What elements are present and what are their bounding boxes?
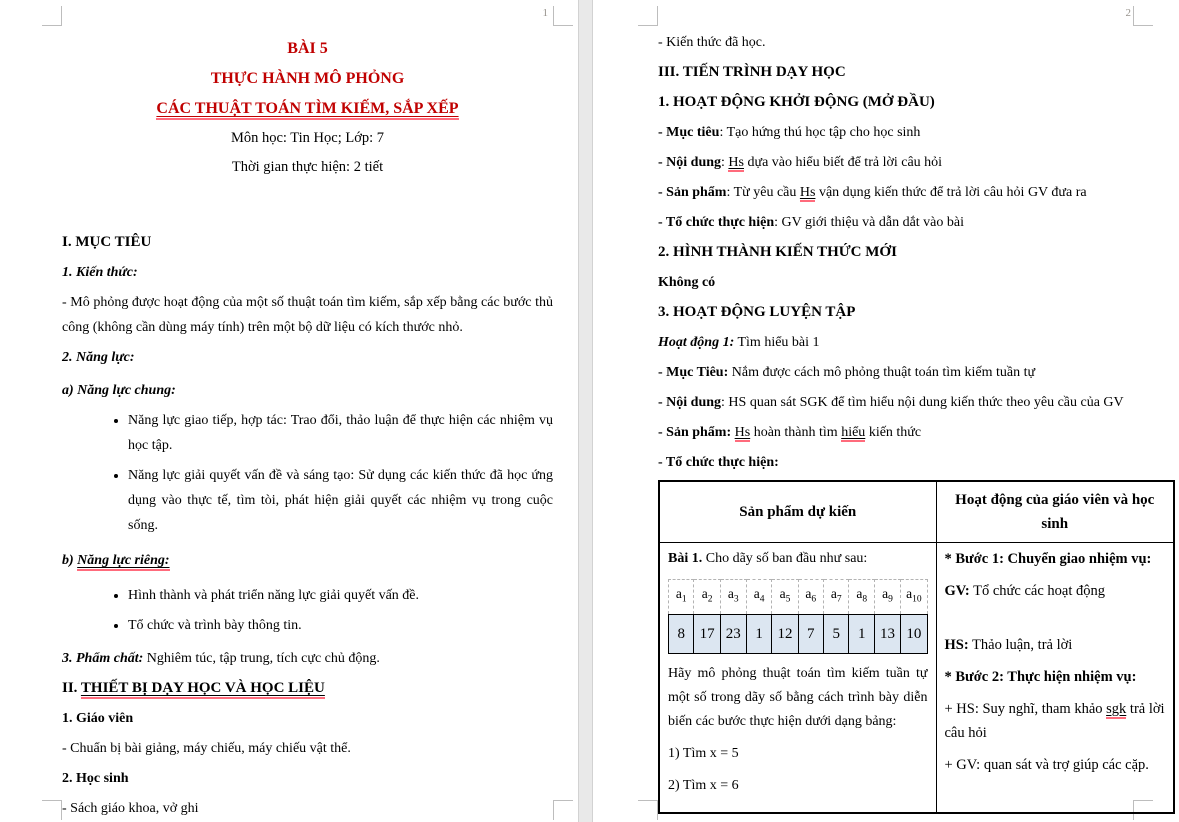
nang-luc-rieng-list bbox=[62, 583, 553, 638]
sequence-index-cell: $a_2$ bbox=[694, 580, 720, 615]
hs-2-line bbox=[945, 697, 1166, 745]
doc-title-line-1: BÀI 5 bbox=[287, 40, 328, 57]
san-pham-2-mid: hoàn thành tìm bbox=[750, 425, 842, 440]
san-pham-label: - Sản phẩm bbox=[658, 185, 727, 200]
number-sequence-table bbox=[668, 579, 928, 654]
sequence-index-cell: $a_1$ bbox=[669, 580, 694, 615]
page-2 bbox=[593, 0, 1179, 822]
giao-vien-heading: 1. Giáo viên bbox=[62, 711, 134, 726]
to-chuc-2-label: - Tổ chức thực hiện: bbox=[658, 455, 779, 470]
sequence-index-cell: $a_4$ bbox=[746, 580, 771, 615]
muc-tieu-label: - Mục tiêu bbox=[658, 125, 720, 140]
spellcheck-word: hiểu bbox=[841, 425, 866, 440]
buoc-2-heading: * Bước 2: Thực hiện nhiệm vụ: bbox=[944, 669, 1137, 685]
sequence-index-cell: $a_8$ bbox=[849, 580, 874, 615]
hoat-dong-1-text: Tìm hiểu bài 1 bbox=[734, 335, 820, 350]
duration-line: Thời gian thực hiện: 2 tiết bbox=[231, 159, 384, 175]
table-header-row bbox=[659, 481, 1174, 543]
sequence-value-cell: 23 bbox=[720, 615, 746, 654]
sequence-value-cell: 8 bbox=[669, 615, 694, 654]
hs-1-text: Thảo luận, trả lời bbox=[968, 637, 1073, 653]
sequence-value-cell: 17 bbox=[694, 615, 720, 654]
doc-title-line-2: THỰC HÀNH MÔ PHỎNG bbox=[210, 70, 405, 87]
page-1 bbox=[0, 0, 578, 822]
page-number-2: 2 bbox=[1125, 7, 1131, 19]
margin-corner-mark bbox=[42, 800, 62, 820]
nang-luc-chung-list bbox=[62, 408, 553, 538]
margin-corner-mark bbox=[638, 800, 658, 820]
question-2: 2) Tìm x = 6 bbox=[668, 778, 739, 793]
muc-tieu-text: : Tạo hứng thú học tập cho học sinh bbox=[719, 125, 921, 140]
section-ii-text: THIẾT BỊ DẠY HỌC VÀ HỌC LIỆU bbox=[81, 680, 325, 699]
spellcheck-word: Hs bbox=[799, 185, 816, 200]
table-body-row bbox=[659, 543, 1174, 814]
spellcheck-word: Hs bbox=[728, 155, 744, 170]
to-chuc-label: - Tổ chức thực hiện bbox=[658, 215, 775, 230]
kien-thuc-heading: 1. Kiến thức: bbox=[62, 265, 138, 280]
to-chuc-line bbox=[658, 210, 1170, 235]
list-item-text: Năng lực giải quyết vấn đề và sáng tạo: Sử dụng các kiến thức đã học ứng dụng vào thực tế, tìm tòi, phát hiện giải quyết các nhiệm vụ trong cuộc sống. bbox=[128, 468, 553, 533]
san-pham-line bbox=[658, 180, 1170, 205]
to-chuc-text: : GV giới thiệu và dẫn dắt vào bài bbox=[774, 215, 964, 230]
hs-2-pre: + HS: Suy nghĩ, tham khảo bbox=[944, 701, 1107, 717]
bai-1-line bbox=[668, 547, 928, 571]
page-1-content bbox=[62, 34, 553, 822]
muc-tieu-2-line bbox=[658, 360, 1170, 385]
muc-tieu-2-text: Nắm được cách mô phỏng thuật toán tìm kiếm tuần tự bbox=[728, 365, 1036, 380]
sequence-index-cell: $a_{10}$ bbox=[901, 580, 927, 615]
to-chuc-2-line bbox=[658, 450, 1170, 475]
san-pham-text: vận dụng kiến thức để trả lời câu hỏi GV đưa ra bbox=[815, 185, 1087, 200]
list-item-text: Hình thành và phát triển năng lực giải quyết vấn đề. bbox=[128, 588, 420, 603]
sequence-index-cell: $a_6$ bbox=[798, 580, 823, 615]
page-gap bbox=[578, 0, 593, 822]
nang-luc-rieng-prefix: b) bbox=[62, 553, 78, 568]
question-1: 1) Tìm x = 5 bbox=[668, 746, 739, 761]
sequence-index-row bbox=[669, 580, 928, 615]
hs-2-text: trả lời câu hỏi bbox=[944, 701, 1165, 741]
sequence-index-cell: $a_5$ bbox=[772, 580, 798, 615]
kien-thuc-da-hoc-paragraph: - Kiến thức đã học. bbox=[658, 35, 766, 50]
nang-luc-chung-heading: a) Năng lực chung: bbox=[62, 383, 176, 398]
hinh-thanh-heading: 2. HÌNH THÀNH KIẾN THỨC MỚI bbox=[658, 244, 897, 260]
khoi-dong-heading: 1. HOẠT ĐỘNG KHỞI ĐỘNG (MỞ ĐẦU) bbox=[658, 94, 935, 110]
list-item-text: Năng lực giao tiếp, hợp tác: Trao đổi, thảo luận để thực hiện các nhiệm vụ học tập. bbox=[128, 413, 553, 453]
hoc-sinh-paragraph: - Sách giáo khoa, vở ghi bbox=[62, 801, 199, 816]
sequence-value-cell: 7 bbox=[798, 615, 823, 654]
noi-dung-label: - Nội dung bbox=[658, 155, 722, 170]
giao-vien-paragraph: - Chuẩn bị bài giảng, máy chiếu, máy chiếu vật thể. bbox=[62, 741, 351, 756]
sequence-index-cell: $a_7$ bbox=[824, 580, 849, 615]
san-pham-2-text: kiến thức bbox=[865, 425, 922, 440]
section-ii-prefix: II. bbox=[62, 680, 81, 696]
list-item bbox=[128, 408, 553, 458]
noi-dung-pre: : bbox=[721, 155, 729, 170]
nang-luc-heading: 2. Năng lực: bbox=[62, 350, 135, 365]
sequence-value-cell: 1 bbox=[849, 615, 874, 654]
luyen-tap-heading: 3. HOẠT ĐỘNG LUYỆN TẬP bbox=[658, 304, 856, 320]
sequence-value-row bbox=[669, 615, 928, 654]
san-pham-2-label: - Sản phẩm: bbox=[658, 425, 732, 440]
pham-chat-line bbox=[62, 646, 553, 671]
table-header-san-pham: Sản phẩm dự kiến bbox=[659, 481, 936, 543]
list-item bbox=[128, 463, 553, 538]
hoc-sinh-heading: 2. Học sinh bbox=[62, 771, 129, 786]
nang-luc-rieng-text: Năng lực riêng: bbox=[77, 553, 169, 571]
hoat-dong-1-label: Hoạt động 1: bbox=[658, 335, 735, 350]
noi-dung-2-line bbox=[658, 390, 1170, 415]
gv-1-label: GV: bbox=[944, 583, 970, 599]
sequence-index-cell: $a_3$ bbox=[720, 580, 746, 615]
page-number-1: 1 bbox=[542, 7, 548, 19]
hs-1-label: HS: bbox=[944, 637, 969, 653]
doc-title-line-3-text: CÁC THUẬT TOÁN TÌM KIẾM, SẮP XẾP bbox=[156, 100, 458, 120]
table-header-hoat-dong: Hoạt động của giáo viên và học sinh bbox=[936, 481, 1174, 543]
doc-title-line-3 bbox=[62, 94, 553, 124]
list-item bbox=[128, 583, 553, 608]
noi-dung-line bbox=[658, 150, 1170, 175]
noi-dung-2-text: : HS quan sát SGK để tìm hiểu nội dung kiến thức theo yêu cầu của GV bbox=[721, 395, 1124, 410]
muc-tieu-line bbox=[658, 120, 1170, 145]
section-i-heading: I. MỤC TIÊU bbox=[62, 234, 152, 250]
sequence-value-cell: 12 bbox=[772, 615, 798, 654]
page-2-content bbox=[658, 30, 1170, 814]
sequence-value-cell: 5 bbox=[824, 615, 849, 654]
margin-corner-mark bbox=[553, 800, 573, 820]
pham-chat-text: Nghiêm túc, tập trung, tích cực chủ động. bbox=[143, 651, 380, 666]
hoat-dong-1-line bbox=[658, 330, 1170, 355]
san-pham-pre: : Từ yêu cầu bbox=[726, 185, 800, 200]
buoc-1-heading: * Bước 1: Chuyển giao nhiệm vụ: bbox=[944, 551, 1152, 567]
sequence-value-cell: 10 bbox=[901, 615, 927, 654]
spellcheck-word: Hs bbox=[734, 425, 751, 440]
khong-co-line: Không có bbox=[658, 275, 716, 290]
hs-1-line bbox=[945, 633, 1166, 657]
nang-luc-rieng-heading bbox=[62, 548, 553, 573]
hoat-dong-gv-hs-cell bbox=[936, 543, 1174, 814]
bai-1-label: Bài 1. bbox=[668, 551, 703, 566]
margin-corner-mark bbox=[638, 6, 658, 26]
lesson-activity-table bbox=[658, 480, 1175, 814]
section-iii-heading: III. TIẾN TRÌNH DẠY HỌC bbox=[658, 64, 846, 80]
gv-1-text: Tổ chức các hoạt động bbox=[969, 583, 1105, 599]
kien-thuc-paragraph: - Mô phỏng được hoạt động của một số thuật toán tìm kiếm, sắp xếp bằng các bước thủ công (không cần dùng máy tính) trên một bộ dữ liệu có kích thước nhỏ. bbox=[62, 295, 553, 335]
list-item-text: Tổ chức và trình bày thông tin. bbox=[128, 618, 302, 633]
san-pham-2-line bbox=[658, 420, 1170, 445]
question-paragraph: Hãy mô phỏng thuật toán tìm kiếm tuần tự một số trong dãy số bằng cách trình bày diễn biến các bước thực hiện dưới dạng bảng: bbox=[668, 666, 928, 729]
gv-2-line: + GV: quan sát và trợ giúp các cặp. bbox=[944, 757, 1149, 773]
spellcheck-word: sgk bbox=[1106, 701, 1127, 717]
gv-1-line bbox=[945, 579, 1166, 603]
noi-dung-text: dựa vào hiểu biết để trả lời câu hỏi bbox=[743, 155, 943, 170]
muc-tieu-2-label: - Mục Tiêu: bbox=[658, 365, 729, 380]
sequence-value-cell: 1 bbox=[746, 615, 771, 654]
sequence-index-cell: $a_9$ bbox=[874, 580, 900, 615]
subject-line: Môn học: Tin Học; Lớp: 7 bbox=[230, 130, 385, 146]
margin-corner-mark bbox=[553, 6, 573, 26]
bai-1-text: Cho dãy số ban đầu như sau: bbox=[702, 551, 868, 566]
noi-dung-2-label: - Nội dung bbox=[658, 395, 722, 410]
pham-chat-label: 3. Phẩm chất: bbox=[62, 651, 144, 666]
sequence-value-cell: 13 bbox=[874, 615, 900, 654]
san-pham-du-kien-cell bbox=[659, 543, 936, 814]
list-item bbox=[128, 613, 553, 638]
section-ii-heading bbox=[62, 676, 553, 701]
margin-corner-mark bbox=[1133, 6, 1153, 26]
margin-corner-mark bbox=[42, 6, 62, 26]
